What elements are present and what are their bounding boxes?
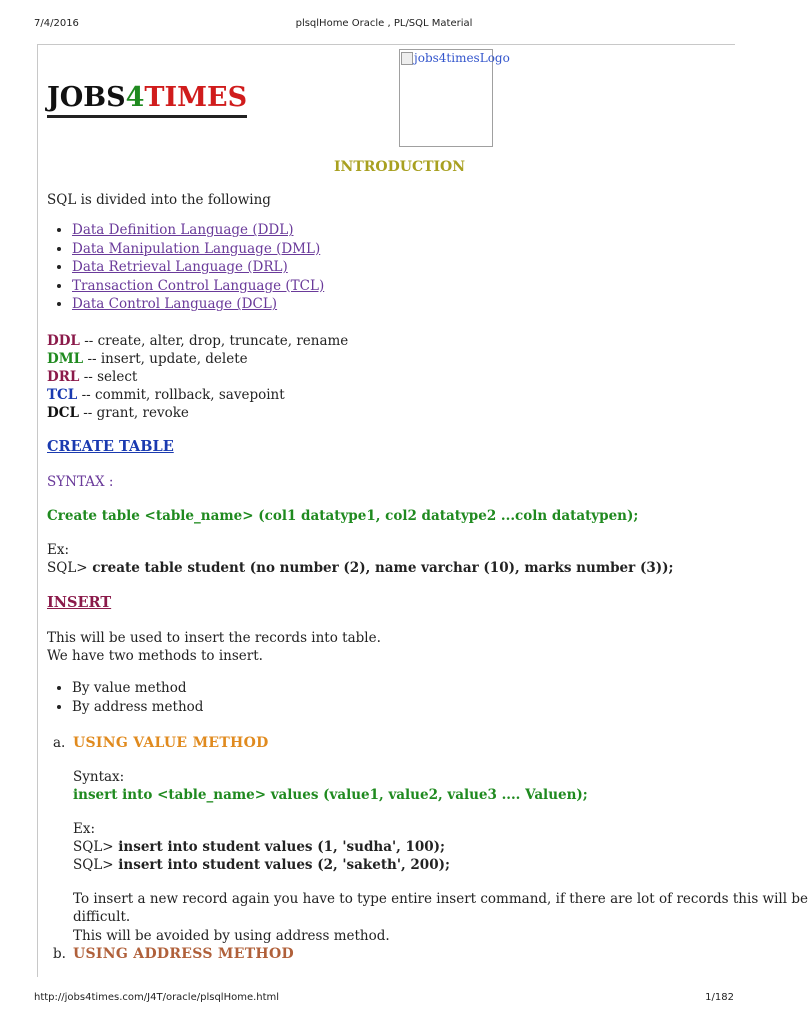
value-ex-code-1: insert into student values (1, 'sudha', 100);: [113, 839, 446, 855]
create-table-heading[interactable]: CREATE TABLE: [47, 438, 174, 455]
logo-image-placeholder: [399, 49, 510, 147]
marker-a: a.: [53, 735, 66, 751]
link-dcl[interactable]: Data Control Language (DCL): [72, 296, 278, 312]
value-example-1: [73, 838, 445, 856]
desc-dml: -- insert, update, delete: [83, 351, 248, 367]
intro-heading: INTRODUCTION: [334, 159, 466, 175]
topic-link-list: [47, 221, 324, 314]
desc-ddl: -- create, alter, drop, truncate, rename: [79, 333, 349, 349]
site-logo[interactable]: [47, 81, 247, 118]
desc-tcl: -- commit, rollback, savepoint: [77, 387, 285, 403]
value-syntax: insert into <table_name> values (value1, value2, value3 .... Valuen);: [73, 787, 588, 803]
value-example-2: [73, 856, 450, 874]
link-drl[interactable]: Data Retrieval Language (DRL): [72, 259, 288, 275]
broken-image-icon: [401, 52, 413, 65]
insert-heading[interactable]: INSERT: [47, 594, 112, 611]
marker-b: b.: [53, 946, 66, 962]
list-item: [72, 295, 324, 314]
create-ex-prompt: SQL>: [47, 560, 88, 576]
kw-drl: DRL: [47, 369, 80, 385]
value-note-3: This will be avoided by using address method.: [73, 928, 390, 944]
command-dcl: [47, 404, 189, 422]
value-note-1: To insert a new record again you have to type entire insert command, if there are lot of records this will be: [73, 891, 808, 907]
desc-drl: -- select: [79, 369, 138, 385]
command-ddl: [47, 332, 348, 350]
logo-4: 4: [125, 82, 145, 113]
logo-jobs: JOBS: [47, 82, 126, 113]
kw-dcl: DCL: [47, 405, 79, 421]
value-ex-code-2: insert into student values (2, 'saketh', 200);: [113, 857, 450, 873]
kw-tcl: TCL: [47, 387, 78, 403]
create-ex-code: create table student (no number (2), name varchar (10), marks number (3));: [87, 560, 674, 576]
create-ex-label: Ex:: [47, 542, 70, 558]
insert-line-2: We have two methods to insert.: [47, 648, 263, 664]
logo-image-alt: jobs4timesLogo: [414, 51, 510, 65]
create-syntax: Create table <table_name> (col1 datatype1, col2 datatype2 ...coln datatypen);: [47, 508, 639, 524]
link-ddl[interactable]: Data Definition Language (DDL): [72, 222, 294, 238]
value-ex-prompt-2: SQL>: [73, 857, 114, 873]
logo-times: TIMES: [144, 82, 248, 113]
print-header: [34, 18, 734, 32]
value-note-2: difficult.: [73, 909, 131, 925]
kw-dml: DML: [47, 351, 84, 367]
list-item: [72, 221, 324, 240]
kw-ddl: DDL: [47, 333, 80, 349]
insert-methods-list: [47, 679, 203, 716]
link-dml[interactable]: Data Manipulation Language (DML): [72, 240, 321, 257]
command-tcl: [47, 386, 285, 404]
create-syntax-label: SYNTAX :: [47, 474, 114, 490]
print-footer: [34, 992, 734, 1006]
page-frame: [37, 44, 808, 977]
command-dml: [47, 350, 248, 368]
list-item: [72, 240, 324, 259]
insert-line-1: This will be used to insert the records into table.: [47, 630, 381, 646]
print-url: http://jobs4times.com/J4T/oracle/plsqlHome.html: [34, 992, 280, 1003]
page-number: 1/182: [705, 992, 734, 1003]
value-ex-prompt-1: SQL>: [73, 839, 114, 855]
value-syntax-label: Syntax:: [73, 769, 125, 785]
list-item: • By address method: [72, 698, 203, 717]
list-item: [72, 277, 324, 296]
print-title: plsqlHome Oracle , PL/SQL Material: [295, 18, 473, 29]
command-drl: [47, 368, 137, 386]
print-date: 7/4/2016: [34, 18, 79, 29]
address-method-heading: USING ADDRESS METHOD: [73, 946, 294, 962]
list-item: [72, 258, 324, 277]
intro-lead: SQL is divided into the following: [47, 192, 271, 208]
list-item: • By value method: [72, 679, 203, 698]
create-example: [47, 559, 673, 577]
desc-dcl: -- grant, revoke: [78, 405, 189, 421]
value-ex-label: Ex:: [73, 821, 96, 837]
link-tcl[interactable]: Transaction Control Language (TCL): [72, 277, 325, 294]
value-method-heading: USING VALUE METHOD: [73, 735, 269, 751]
